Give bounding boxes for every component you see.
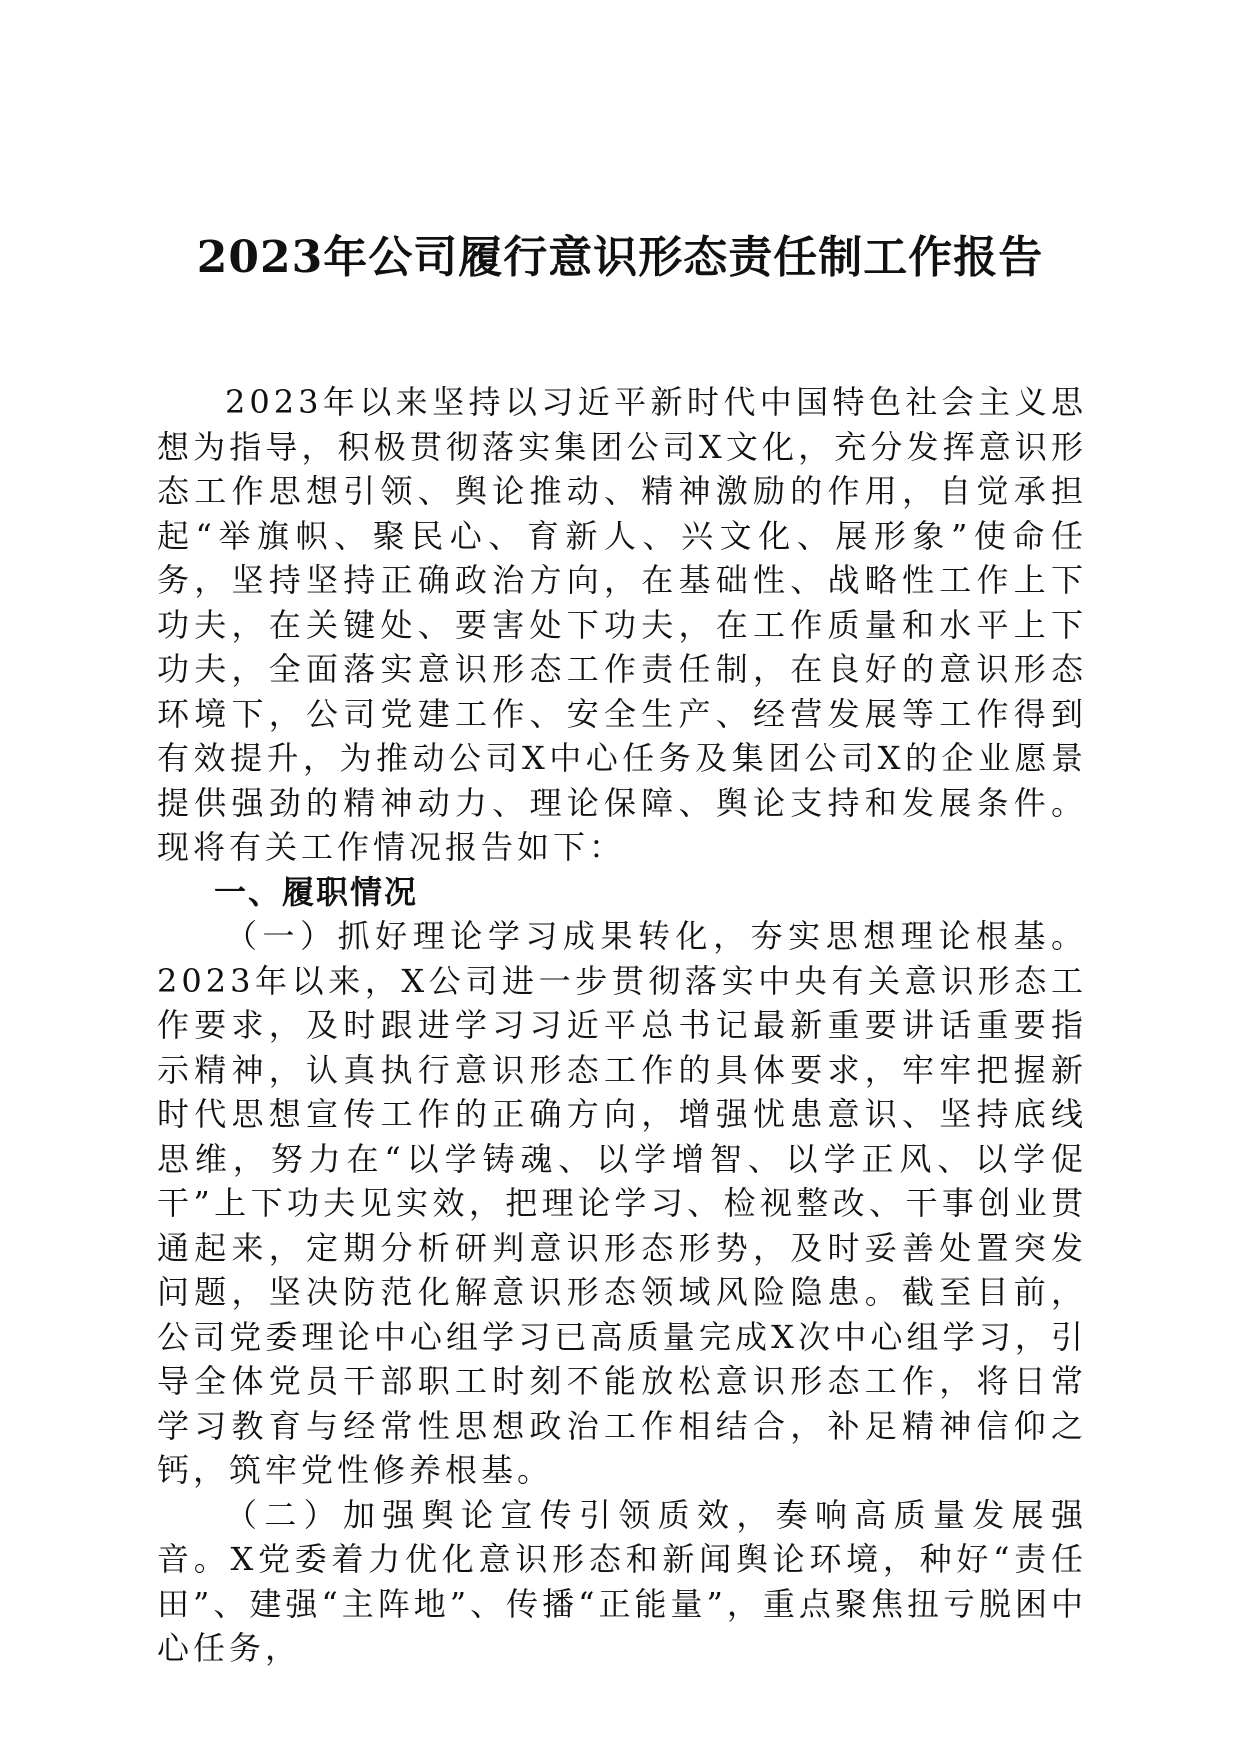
document-title: 2023年公司履行意识形态责任制工作报告 (196, 232, 1044, 283)
subsection-paragraph-2: （二）加强舆论宣传引领质效，奏响高质量发展强音。X党委着力优化意识形态和新闻舆论环境，种好“责任田”、建强“主阵地”、传播“正能量”，重点聚焦扭亏脱困中心任务， (157, 1495, 1087, 1667)
subsection-paragraph-1: （一）抓好理论学习成果转化，夯实思想理论根基。2023年以来，X公司进一步贯彻落实中央有关意识形态工作要求，及时跟进学习习近平总书记最新重要讲话重要指示精神，认真执行意识形态工作的具体要求，牢牢把握新时代思想宣传工作的正确方向，增强忧患意识、坚持底线思维，努力在“以学铸魂、以学增智、以学正风、以学促干”上下功夫见实效，把理论学习、检视整改、干事创业贯通起来，定期分析研判意识形态形势，及时妥善处置突发问题，坚决防范化解意识形态领域风险隐患。截至目前，公司党委理论中心组学习已高质量完成X次中心组学习，引导全体党员干部职工时刻不能放松意识形态工作，将日常学习教育与经常性思想政治工作相结合，补足精神信仰之钙，筑牢党性修养根基。 (157, 917, 1087, 1489)
intro-paragraph: 2023年以来坚持以习近平新时代中国特色社会主义思想为指导，积极贯彻落实集团公司X文化，充分发挥意识形态工作思想引领、舆论推动、精神激励的作用，自觉承担起“举旗帜、聚民心、育新人、兴文化、展形象”使命任务，坚持坚持正确政治方向，在基础性、战略性工作上下功夫，在关键处、要害处下功夫，在工作质量和水平上下功夫，全面落实意识形态工作责任制，在良好的意识形态环境下，公司党建工作、安全生产、经营发展等工作得到有效提升，为推动公司X中心任务及集团公司X的企业愿景提供强劲的精神动力、理论保障、舆论支持和发展条件。现将有关工作情况报告如下： (157, 383, 1087, 866)
section-heading-1: 一、履职情况 (214, 872, 419, 911)
document-body (157, 380, 1087, 1671)
